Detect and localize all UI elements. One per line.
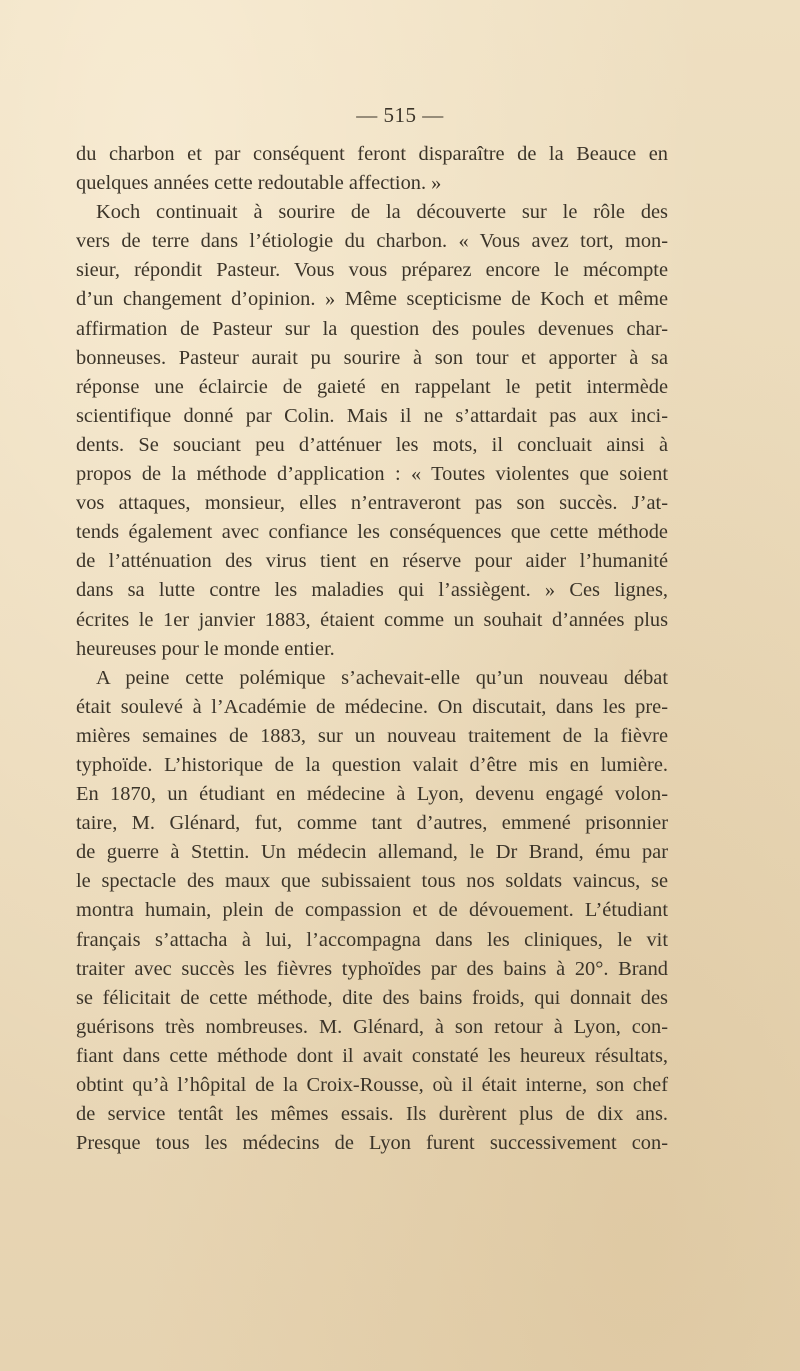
text-line: En 1870, un étudiant en médecine à Lyon, devenu engagé volon- xyxy=(76,783,668,806)
text-line: dans sa lutte contre les maladies qui l’assiègent. » Ces lignes, xyxy=(76,579,668,602)
text-line: de guerre à Stettin. Un médecin allemand, le Dr Brand, ému par xyxy=(76,841,668,864)
text-line: français s’attacha à lui, l’accompagna dans les cliniques, le vit xyxy=(76,928,668,951)
text-line: montra humain, plein de compassion et de dévouement. L’étudiant xyxy=(76,899,668,922)
text-line: était soulevé à l’Académie de médecine. On discutait, dans les pre- xyxy=(76,695,668,718)
text-line: se félicitait de cette méthode, dite des bains froids, qui donnait des xyxy=(76,986,668,1009)
text-line: réponse une éclaircie de gaieté en rappelant le petit intermède xyxy=(76,375,668,398)
text-line: traiter avec succès les fièvres typhoïdes par des bains à 20°. Brand xyxy=(76,957,668,980)
text-line: bonneuses. Pasteur aurait pu sourire à son tour et apporter à sa xyxy=(76,346,668,369)
text-line: typhoïde. L’historique de la question valait d’être mis en lumière. xyxy=(76,753,668,776)
text-line: obtint qu’à l’hôpital de la Croix-Rousse, où il était interne, son chef xyxy=(76,1074,668,1096)
text-line: Presque tous les médecins de Lyon furent successivement con- xyxy=(76,1132,668,1155)
text-line: du charbon et par conséquent feront disparaître de la Beauce en xyxy=(76,143,668,165)
text-line: Koch continuait à sourire de la découverte sur le rôle des xyxy=(96,201,668,224)
text-line: guérisons très nombreuses. M. Glénard, à son retour à Lyon, con- xyxy=(76,1015,668,1038)
text-line: mières semaines de 1883, sur un nouveau traitement de la fièvre xyxy=(76,724,668,747)
text-line: de service tentât les mêmes essais. Ils durèrent plus de dix ans. xyxy=(76,1103,668,1126)
text-line: vers de terre dans l’étiologie du charbon. « Vous avez tort, mon- xyxy=(76,230,668,253)
text-line: écrites le 1er janvier 1883, étaient comme un souhait d’années plus xyxy=(76,608,668,631)
body-text xyxy=(76,140,668,1158)
text-line: de l’atténuation des virus tient en réserve pour aider l’humanité xyxy=(76,550,668,573)
text-line: vos attaques, monsieur, elles n’entraveront pas son succès. J’at- xyxy=(76,492,668,515)
text-line: propos de la méthode d’application : « Toutes violentes que soient xyxy=(76,463,668,486)
text-line: fiant dans cette méthode dont il avait constaté les heureux résultats, xyxy=(76,1044,668,1067)
text-line: A peine cette polémique s’achevait-elle qu’un nouveau débat xyxy=(96,666,668,689)
text-line: scientifique donné par Colin. Mais il ne s’attardait pas aux inci- xyxy=(76,404,668,427)
text-line: taire, M. Glénard, fut, comme tant d’autres, emmené prisonnier xyxy=(76,812,668,835)
text-line: quelques années cette redoutable affection. » xyxy=(76,172,442,195)
text-line: le spectacle des maux que subissaient tous nos soldats vaincus, se xyxy=(76,870,668,893)
text-line: sieur, répondit Pasteur. Vous vous préparez encore le mécompte xyxy=(76,259,668,282)
text-line: tends également avec confiance les conséquences que cette méthode xyxy=(76,521,668,544)
text-line: d’un changement d’opinion. » Même scepticisme de Koch et même xyxy=(76,288,668,311)
text-line: heureuses pour le monde entier. xyxy=(76,637,335,660)
text-line: affirmation de Pasteur sur la question des poules devenues char- xyxy=(76,317,668,340)
text-line: dents. Se souciant peu d’atténuer les mots, il concluait ainsi à xyxy=(76,433,668,456)
page-number: — 515 — xyxy=(356,103,444,127)
